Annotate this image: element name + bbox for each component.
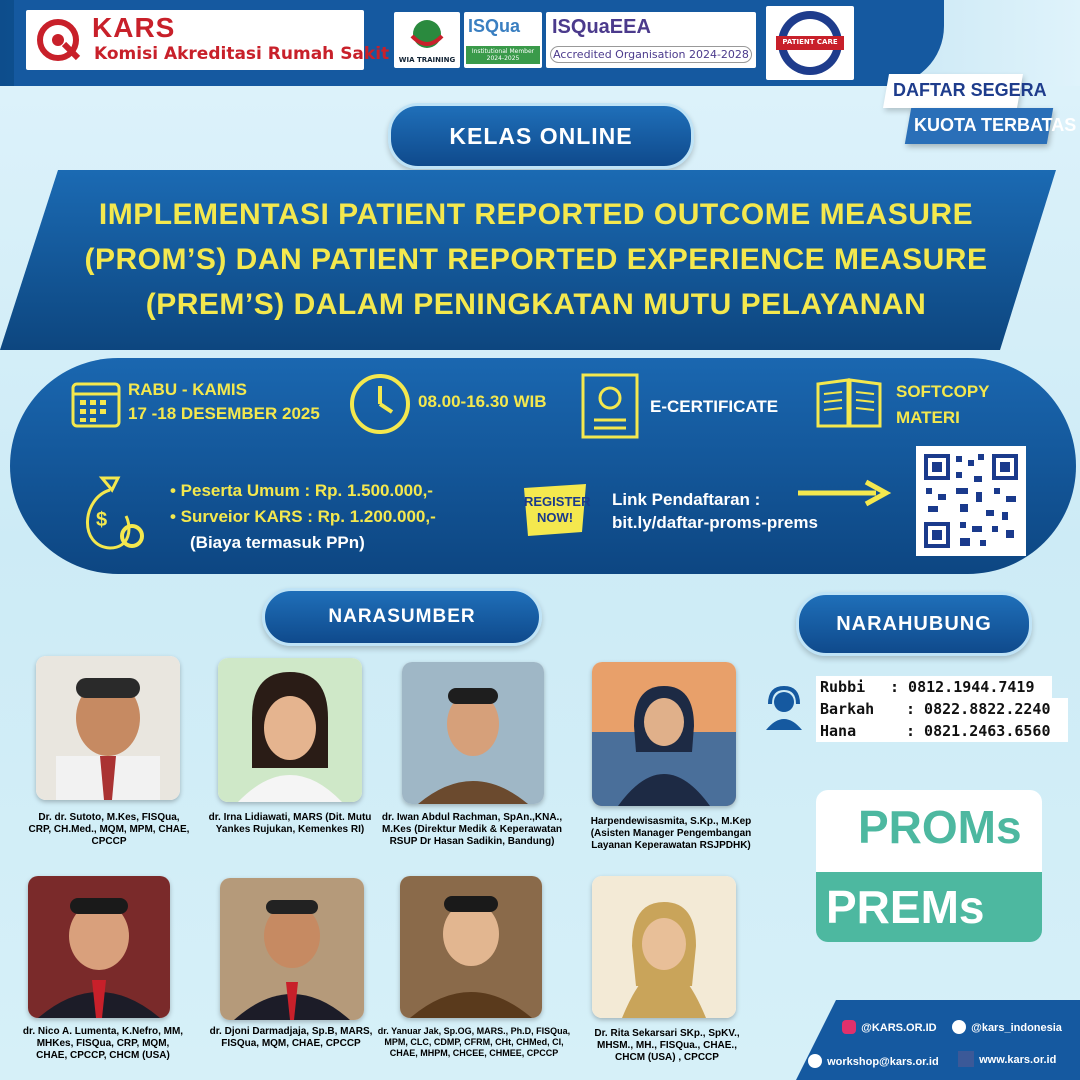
contact-name: Rubbi [820, 678, 866, 696]
kars-title: KARS [92, 12, 176, 43]
price-surveior: • Surveior KARS : Rp. 1.200.000,- [170, 507, 436, 526]
e-certificate-label: E-CERTIFICATE [650, 397, 779, 416]
narahubung-pill: NARAHUBUNG [796, 592, 1032, 656]
speaker-caption-8: Dr. Rita Sekarsari SKp., SpKV., MHSM., MH., FISQua., CHAE., CHCM (USA) , CPCCP [594, 1028, 740, 1063]
contact-name: Barkah [820, 700, 875, 718]
event-title: IMPLEMENTASI PATIENT REPORTED OUTCOME MEASURE (PROM’S) DAN PATIENT REPORTED EXPERIENCE MEASURE (PREM’S) DALAM PENINGKATAN MUTU PELAYANAN [84, 198, 988, 321]
materi-label: MATERI [896, 408, 960, 427]
speaker-8-portrait [592, 876, 736, 1018]
link-label: Link Pendaftaran : [612, 490, 761, 509]
isqua-eea-title: ISQuaEEA [552, 16, 651, 38]
certificate-icon [580, 372, 640, 440]
prems-logo-text: PREMs [826, 881, 985, 933]
clock-icon [348, 372, 412, 436]
event-date: 17 -18 DESEMBER 2025 [128, 404, 320, 423]
speaker-7-portrait [400, 876, 542, 1018]
speaker-caption-3: dr. Iwan Abdul Rachman, SpAn.,KNA., M.Kes (Direktur Medik & Keperawatan RSUP Dr Hasan Sadikin, Bandung) [381, 812, 563, 847]
speaker-photo-2 [218, 658, 362, 802]
arrow-right-icon [796, 478, 892, 508]
daftar-label: DAFTAR SEGERA [893, 80, 1047, 100]
speaker-6-portrait [220, 878, 364, 1020]
contact-phone: : 0821.2463.6560 [906, 722, 1051, 740]
speaker-3-portrait [402, 662, 544, 804]
price-note: (Biaya termasuk PPn) [190, 533, 365, 552]
kelas-online-pill: KELAS ONLINE [388, 103, 694, 169]
speaker-photo-4 [592, 662, 736, 806]
isqua-member-logo [464, 12, 542, 68]
instagram-handle: @KARS.OR.ID [861, 1022, 937, 1034]
footer-instagram[interactable] [842, 1016, 937, 1035]
instagram-icon [842, 1020, 856, 1034]
speaker-photo-7 [400, 876, 542, 1018]
footer-email[interactable] [808, 1050, 939, 1069]
speaker-photo-6 [220, 878, 364, 1020]
proms-logo-text: PROMs [858, 801, 1022, 853]
speaker-2-portrait [218, 658, 362, 802]
speaker-caption-5: dr. Nico A. Lumenta, K.Nefro, MM, MHKes, FISQua, CRP, MQM, CHAE, CPCCP, CHCM (USA) [22, 1026, 184, 1061]
speaker-5-portrait [28, 876, 170, 1018]
contact-row-barkah[interactable] [816, 698, 1068, 720]
isqua-member-sub: Institutional Member 2024-2025 [466, 46, 540, 64]
speaker-caption-7: dr. Yanuar Jak, Sp.OG, MARS., Ph.D, FISQua, MPM, CLC, CDMP, CFRM, CHt, CHMed, CI, CHAE, MHPM, CHCEE, CHMEE, CPCCP [377, 1026, 571, 1058]
book-icon [814, 376, 884, 430]
speaker-caption-4: Harpendewisasmita, S.Kp., M.Kep (Asisten Manager Pengembangan Layanan Keperawatan RSJPDHK) [590, 816, 752, 851]
support-agent-icon [758, 682, 810, 734]
speaker-caption-2: dr. Irna Lidiawati, MARS (Dit. Mutu Yankes Rujukan, Kemenkes RI) [208, 812, 372, 835]
qr-code-icon [916, 446, 1026, 556]
speaker-photo-5 [28, 876, 170, 1018]
kuota-label: KUOTA TERBATAS [914, 115, 1077, 135]
wia-globe-icon [394, 12, 460, 56]
contact-name: Hana [820, 722, 857, 740]
contact-phone: : 0812.1944.7419 [890, 678, 1035, 696]
register-now-label: REGISTER NOW! [524, 494, 591, 525]
contact-row-rubbi[interactable] [816, 676, 1052, 698]
footer-email-handle[interactable] [952, 1016, 1062, 1035]
speaker-caption-1: Dr. dr. Sutoto, M.Kes, FISQua, CRP, CH.Med., MQM, MPM, CHAE, CPCCP [28, 812, 190, 847]
speaker-caption-6: dr. Djoni Darmadjaja, Sp.B, MARS, FISQua, MQM, CHAE, CPCCP [209, 1026, 373, 1049]
isqua-eea-logo [546, 12, 756, 68]
registration-link[interactable]: bit.ly/daftar-proms-prems [612, 513, 818, 532]
speaker-1-portrait [36, 656, 180, 800]
softcopy-label: SOFTCOPY [896, 382, 990, 401]
speaker-photo-3 [402, 662, 544, 804]
speaker-photo-1 [36, 656, 180, 800]
isqua-member-title: ISQua [468, 16, 521, 36]
event-day: RABU - KAMIS [128, 380, 247, 399]
price-umum: • Peserta Umum : Rp. 1.500.000,- [170, 481, 433, 500]
patient-care-logo [766, 6, 854, 80]
kars-mark-icon [34, 14, 86, 66]
mail-icon [952, 1020, 966, 1034]
register-now-badge[interactable] [518, 480, 592, 540]
qr-code[interactable] [916, 446, 1026, 556]
globe-icon [808, 1054, 822, 1068]
footer-web[interactable] [958, 1048, 1056, 1067]
website-url: www.kars.or.id [979, 1054, 1057, 1066]
speaker-photo-8 [592, 876, 736, 1018]
calendar-icon [70, 378, 122, 430]
email-address: workshop@kars.or.id [827, 1056, 939, 1068]
contact-phone: : 0822.8822.2240 [906, 700, 1051, 718]
patient-care-label: PATIENT CARE [782, 38, 838, 46]
narasumber-pill: NARASUMBER [262, 588, 542, 646]
email-handle: @kars_indonesia [971, 1022, 1062, 1034]
contact-row-hana[interactable] [816, 720, 1068, 742]
money-bag-icon [72, 468, 152, 554]
wia-label: WIA TRAINING [398, 56, 456, 64]
kars-subtitle: Komisi Akreditasi Rumah Sakit [94, 44, 390, 64]
isqua-eea-sub: Accredited Organisation 2024-2028 [550, 46, 752, 63]
speaker-4-portrait [592, 662, 736, 806]
svg-text:$: $ [96, 509, 108, 531]
facebook-icon [958, 1051, 974, 1067]
event-time: 08.00-16.30 WIB [418, 392, 547, 411]
